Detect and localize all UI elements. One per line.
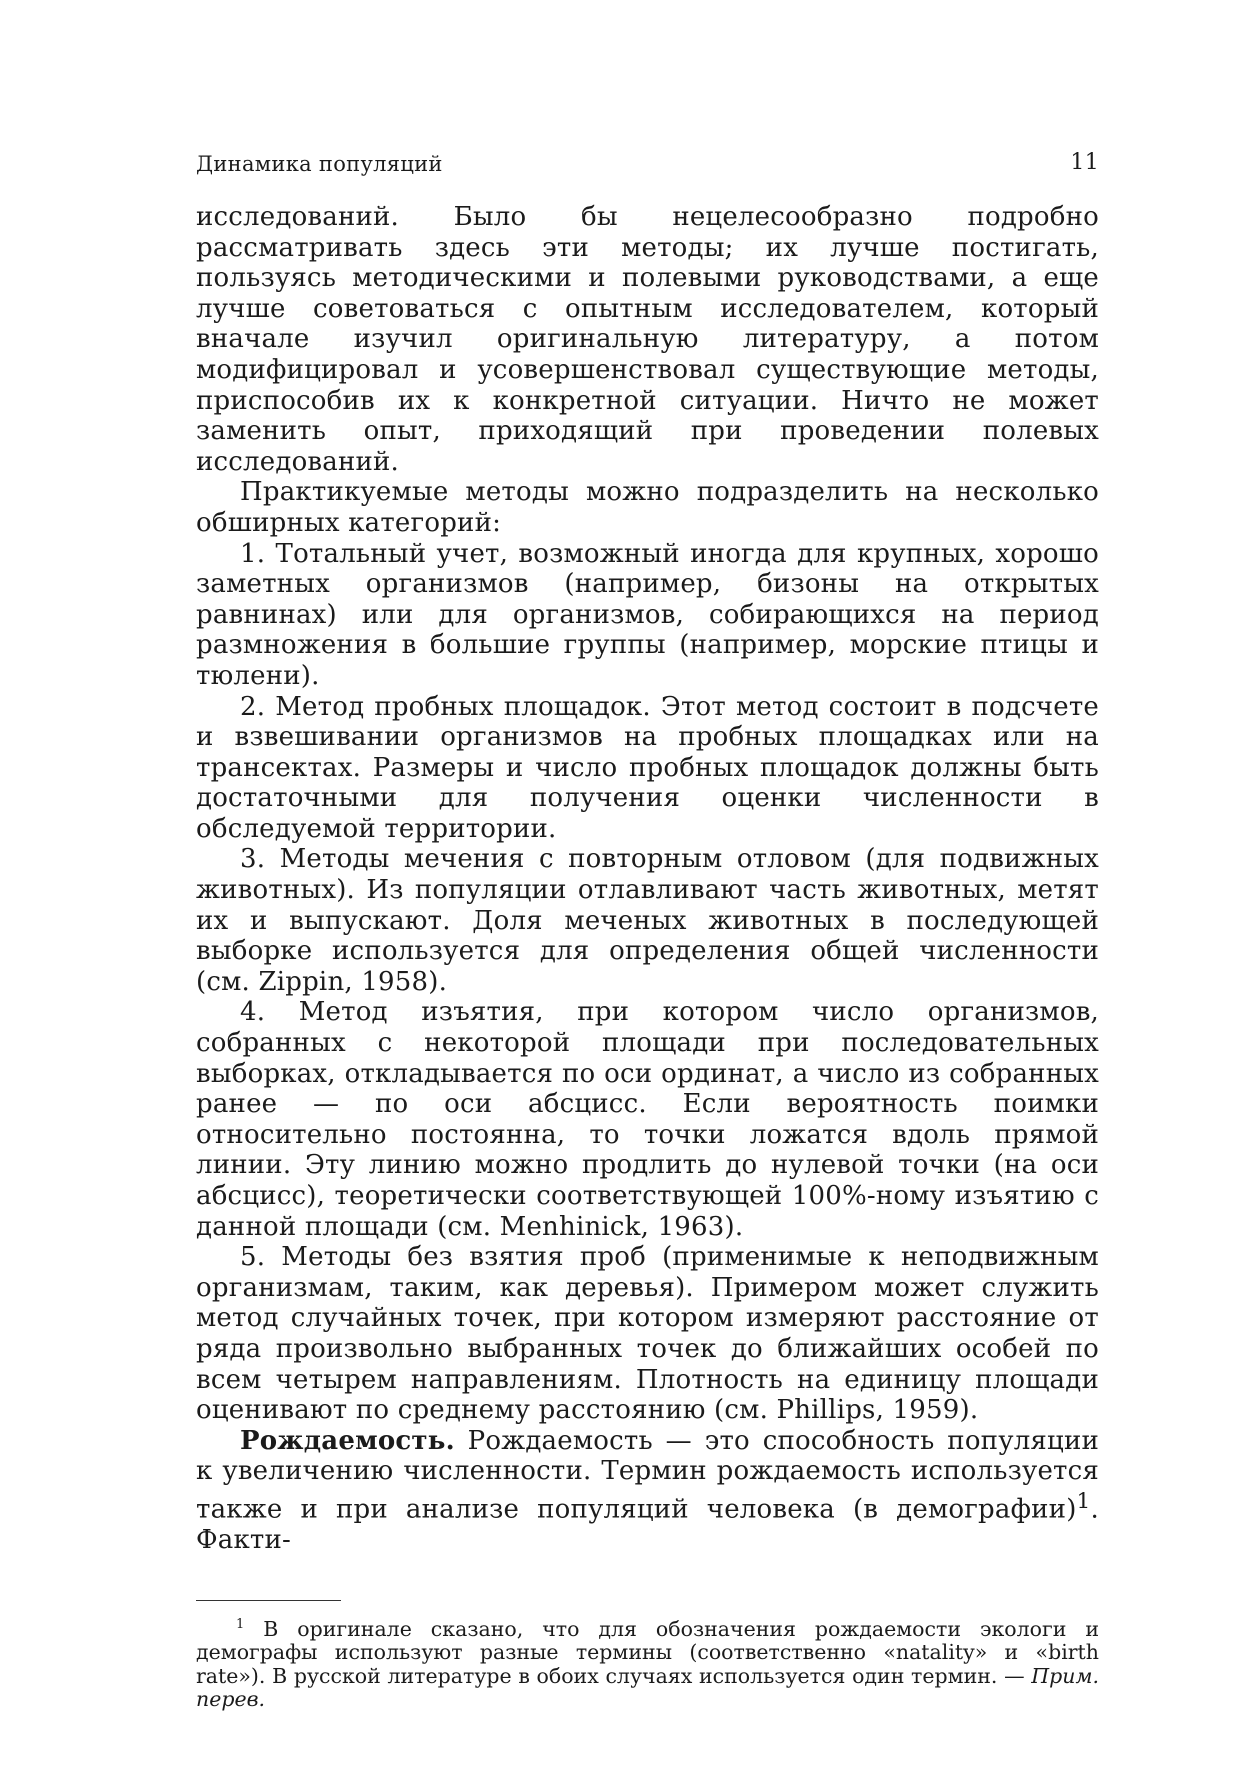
method-item-removal: 4. Метод изъятия, при котором число организмов, собранных с некоторой площади при последовательных выборках, откладывается по оси ординат, а число из собранных ранее — по оси абсцисс. Если вероятность поимки относительно постоянна, то точки ложатся вдоль прямой линии. Эту линию можно продлить до нулевой точки (на оси абсцисс), теоретически соответствующей 100%-ному изъятию с данной площади (см. Menhinick, 1963). <box>196 997 1099 1242</box>
footnote-text: В оригинале сказано, что для обозначения рождаемости экологи и демографы используют разные термины (соответственно «natality» и «birth rate»). В русской литературе в обоих случаях используется один термин. — <box>196 1616 1099 1688</box>
natality-paragraph <box>196 1426 1099 1556</box>
page-number: 11 <box>1070 150 1099 175</box>
running-title: Динамика популяций <box>196 152 443 176</box>
natality-heading: Рождаемость. <box>240 1425 455 1456</box>
continued-paragraph: исследований. Было бы нецелесообразно подробно рассматривать здесь эти методы; их лучше постигать, пользуясь методическими и полевыми руководствами, а еще лучше советоваться с опытным исследователем, который вначале изучил оригинальную литературу, а потом модифицировал и усовершенствовал существующие методы, приспособив их к конкретной ситуации. Ничто не может заменить опыт, приходящий при проведении полевых исследований. <box>196 202 1099 477</box>
method-item-total-count: 1. Тотальный учет, возможный иногда для крупных, хорошо заметных организмов (например, бизоны на открытых равнинах) или для организмов, собирающихся на период размножения в большие группы (например, морские птицы и тюлени). <box>196 538 1099 691</box>
running-head <box>196 150 1099 180</box>
footnote-label: Прим. перев. <box>196 1663 1099 1712</box>
book-page <box>196 150 1099 1712</box>
method-item-mark-recapture: 3. Методы мечения с повторным отловом (для подвижных животных). Из популяции отлавливают часть животных, метят их и выпускают. Доля меченых животных в последующей выборке используется для определения общей численности (см. Zippin, 1958). <box>196 844 1099 997</box>
method-item-sample-plots: 2. Метод пробных площадок. Этот метод состоит в подсчете и взвешивании организмов на пробных площадках или на трансектах. Размеры и число пробных площадок должны быть достаточными для получения оценки численности в обследуемой территории. <box>196 691 1099 844</box>
footnote-marker: 1 <box>236 1616 245 1632</box>
method-item-plotless: 5. Методы без взятия проб (применимые к неподвижным организмам, таким, как деревья). Примером может служить метод случайных точек, при котором измеряют расстояние от ряда произвольно выбранных точек до ближайших особей по всем четырем направлениям. Плотность на единицу площади оценивают по среднему расстоянию (см. Phillips, 1959). <box>196 1242 1099 1426</box>
body-text <box>196 202 1099 1556</box>
footnote-divider <box>196 1600 341 1601</box>
footnote-reference: 1 <box>1076 1488 1091 1514</box>
intro-paragraph: Практикуемые методы можно подразделить на несколько обширных категорий: <box>196 477 1099 538</box>
natality-tail: . Факти- <box>196 1494 1099 1556</box>
footnote <box>196 1613 1099 1712</box>
natality-text: Рождаемость — это способность популяции к увеличению численности. Термин рождаемость используется также и при анализе популяций человека (в демографии) <box>196 1425 1099 1525</box>
